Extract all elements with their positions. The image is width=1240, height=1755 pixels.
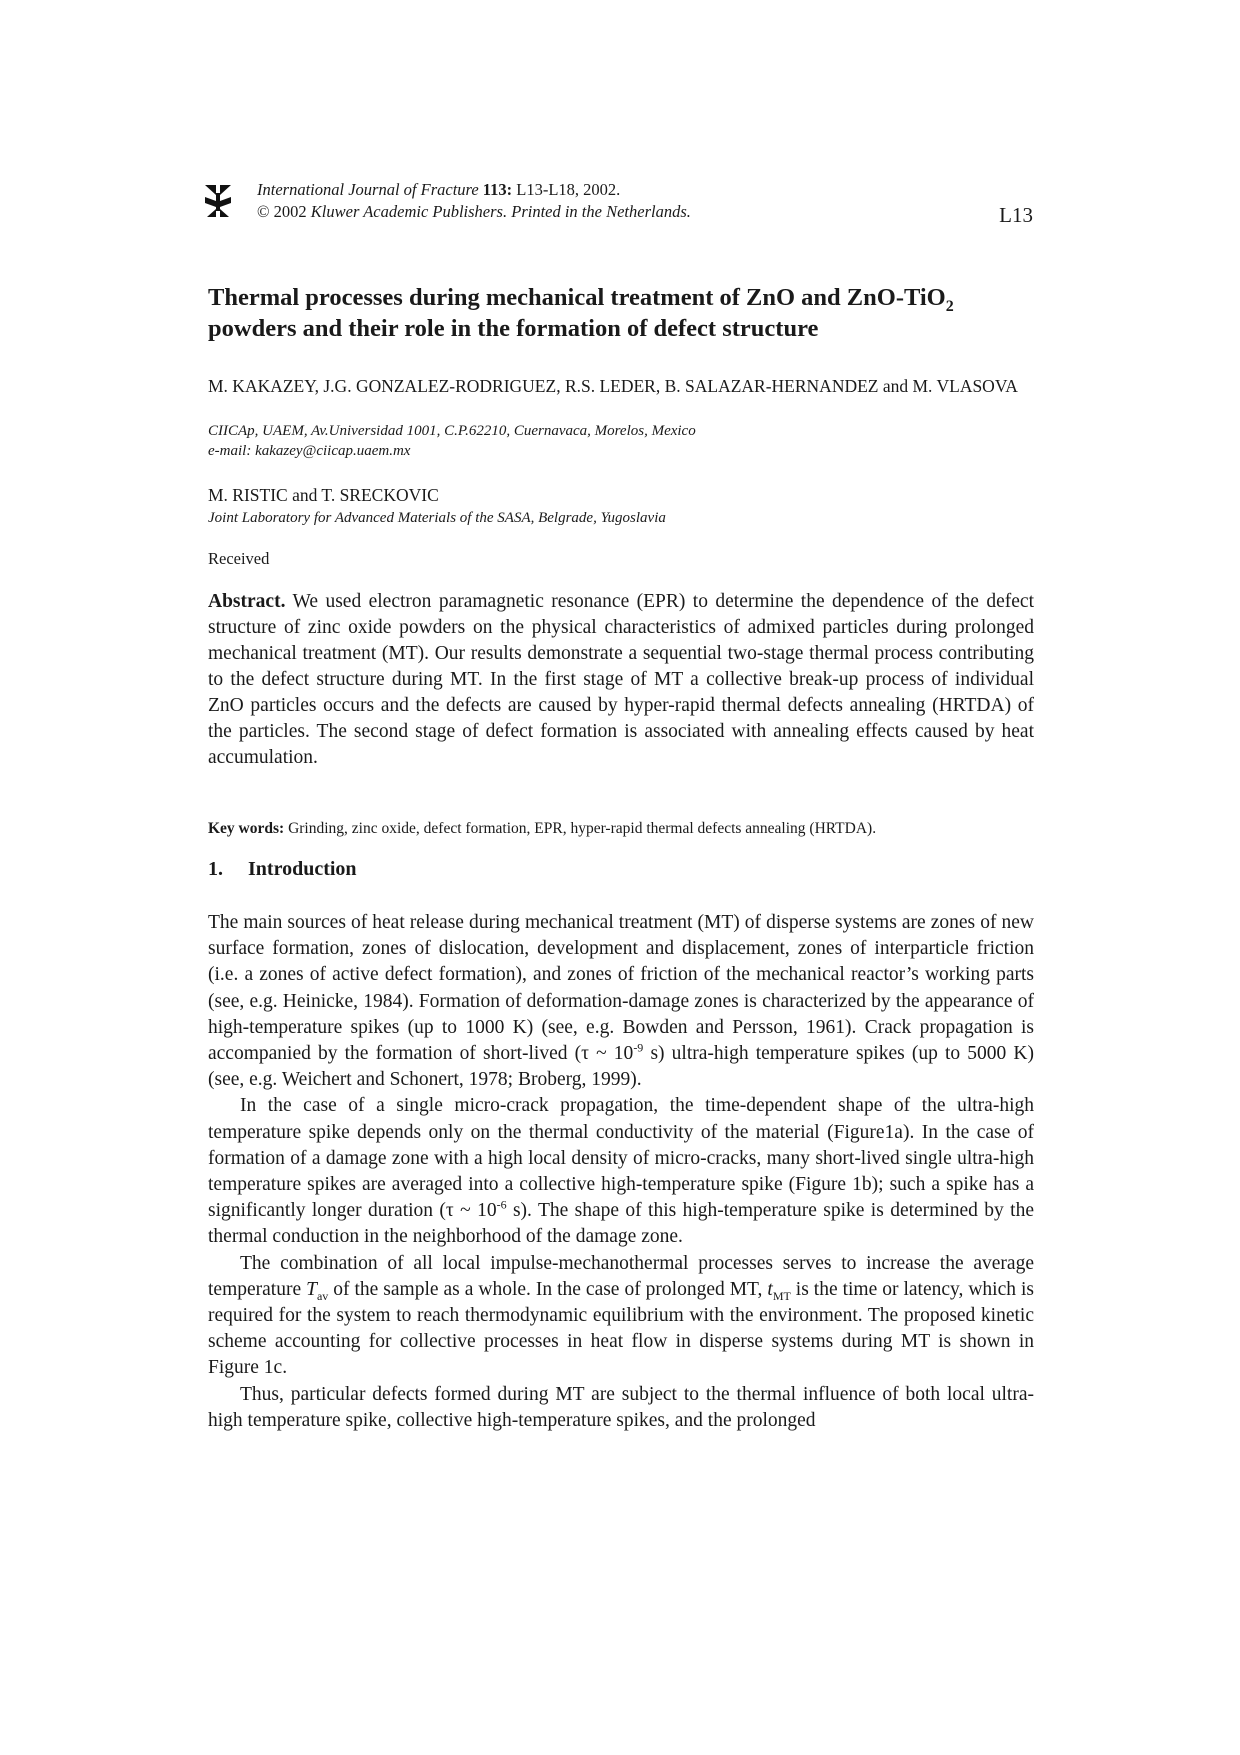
- paragraph-4: Thus, particular defects formed during MT are subject to the thermal influence of both local ultra-high temperature spike, collective high-temperature spikes, and the prolonged: [208, 1383, 1034, 1431]
- symbol-t-mt: t: [767, 1278, 773, 1300]
- journal-pages-year: L13-L18, 2002.: [516, 180, 621, 199]
- keywords: [208, 819, 1038, 839]
- paragraph-2-text-b: s). The shape of this high-temperature spike is determined by the thermal conduction in the neighborhood of the damage zone.: [208, 1200, 1034, 1248]
- title-part-2: powders and their role in the formation of defect structure: [208, 315, 819, 342]
- copyright-line: [257, 201, 691, 223]
- abstract: [208, 589, 1034, 771]
- journal-volume: 113:: [482, 180, 513, 199]
- author-email[interactable]: e-mail: kakazey@ciicap.uaem.mx: [208, 443, 411, 459]
- section-number: 1.: [208, 858, 223, 880]
- paragraph-2: [208, 1093, 1034, 1250]
- keywords-text: Grinding, zinc oxide, defect formation, EPR, hyper-rapid thermal defects annealing (HRTDA).: [288, 820, 877, 837]
- journal-header: [257, 179, 691, 223]
- affiliation-2: Joint Laboratory for Advanced Materials of the SASA, Belgrade, Yugoslavia: [208, 510, 666, 526]
- paragraph-1-superscript: -9: [633, 1040, 644, 1055]
- received-line: Received: [208, 549, 270, 568]
- copyright-year: 2002: [273, 202, 307, 221]
- symbol-t-av: T: [306, 1278, 317, 1300]
- paragraph-1: [208, 910, 1034, 1093]
- abstract-label: Abstract.: [208, 591, 286, 612]
- journal-name: International Journal of Fracture: [257, 180, 479, 199]
- paragraph-3: [208, 1251, 1034, 1382]
- paragraph-1-text-b: s) ultra-high temperature spikes (up to 5000 K) (see, e.g. Weichert and Schonert, 1978; Broberg, 1999).: [208, 1043, 1035, 1091]
- copyright-symbol: ©: [257, 202, 270, 221]
- abstract-text: We used electron paramagnetic resonance (EPR) to determine the dependence of the defect structure of zinc oxide powders on the physical characteristics of admixed particles during prolonged mechanical treatment (MT). Our results demonstrate a sequential two-stage thermal process contributing to the defect structure during MT. In the first stage of MT a collective break-up process of individual ZnO particles occurs and the defects are caused by hyper-rapid thermal defects annealing (HRTDA) of the particles. The second stage of defect formation is associated with annealing effects caused by heat accumulation.: [208, 591, 1034, 768]
- title-part-1: Thermal processes during mechanical treatment of ZnO and ZnO-TiO: [208, 284, 946, 311]
- author-list-2: M. RISTIC and T. SRECKOVIC: [208, 485, 439, 505]
- paragraph-3-text-c: is the time or latency, which is required for the system to reach thermodynamic equilibrium with the environment. The proposed kinetic scheme accounting for collective processes in heat flow in disperse systems during MT is shown in Figure 1c.: [208, 1278, 1034, 1379]
- symbol-t-mt-subscript: MT: [772, 1288, 791, 1303]
- publisher: Kluwer Academic Publishers.: [310, 202, 508, 221]
- paragraph-2-superscript: -6: [496, 1197, 507, 1212]
- paragraph-3-text-a: The combination of all local impulse-mechanothermal processes serves to increase the average temperature: [208, 1252, 1034, 1300]
- paragraph-2-text-a: In the case of a single micro-crack propagation, the time-dependent shape of the ultra-high temperature spike depends only on the thermal conductivity of the material (Figure1a). In the case of formation of a damage zone with a high local density of micro-cracks, many short-lived single ultra-high temperature spikes are averaged into a collective high-temperature spike (Figure 1b); such a spike has a significantly longer duration (τ ~ 10: [208, 1095, 1034, 1222]
- title-subscript: 2: [945, 297, 954, 315]
- section-title: Introduction: [248, 858, 357, 880]
- paragraph-1-text-a: The main sources of heat release during mechanical treatment (MT) of disperse systems are zones of new surface formation, zones of dislocation, development and displacement, zones of interparticle friction (i.e. a zones of active defect formation), and zones of friction of the mechanical reactor’s working parts (see, e.g. Heinicke, 1984). Formation of deformation-damage zones is characterized by the appearance of high-temperature spikes (up to 1000 K) (see, e.g. Bowden and Persson, 1961). Crack propagation is accompanied by the formation of short-lived (τ ~ 10: [208, 912, 1034, 1065]
- section-heading-introduction: [208, 858, 357, 881]
- kluwer-logo-icon: [203, 183, 233, 219]
- symbol-t-av-subscript: av: [316, 1288, 329, 1303]
- paper-title: [208, 282, 1038, 344]
- journal-line: [257, 179, 691, 201]
- printed-in: Printed in the Netherlands.: [511, 202, 691, 221]
- body-text: [208, 910, 1034, 1434]
- page-number: L13: [999, 203, 1033, 227]
- keywords-label: Key words:: [208, 820, 285, 837]
- paragraph-3-text-b: of the sample as a whole. In the case of prolonged MT,: [328, 1278, 768, 1300]
- affiliation-1: CIICAp, UAEM, Av.Universidad 1001, C.P.62210, Cuernavaca, Morelos, Mexico: [208, 423, 696, 439]
- author-list-1: M. KAKAZEY, J.G. GONZALEZ-RODRIGUEZ, R.S. LEDER, B. SALAZAR-HERNANDEZ and M. VLASOVA: [208, 376, 1018, 396]
